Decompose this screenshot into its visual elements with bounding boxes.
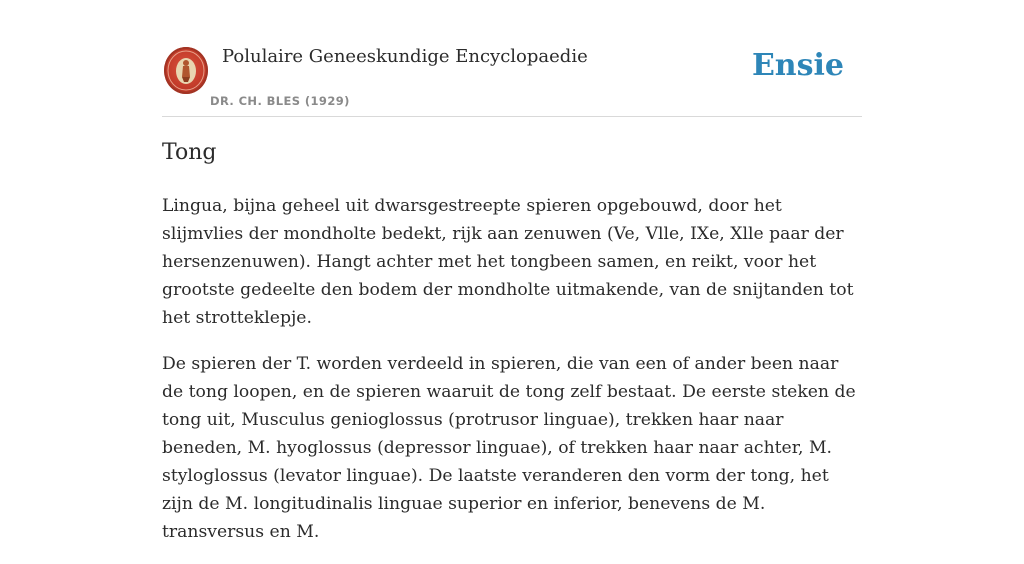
header — [162, 44, 862, 117]
ensie-brand-link[interactable]: Ensie — [751, 48, 844, 83]
book-title[interactable]: Polulaire Geneeskundige Encyclopaedie — [222, 46, 588, 67]
entry-paragraph: De spieren der T. worden verdeeld in spieren, die van een of ander been naar de tong loopen, en de spieren waaruit de tong zelf bestaat. De eerste steken de tong uit, Musculus genioglossus (protrusor linguae), trekken haar naar beneden, M. hyoglossus (depressor linguae), of trekken haar naar achter, M. styloglossus (levator linguae). De laatste veranderen den vorm der tong, het zijn de M. longitudinalis linguae superior en inferior, benevens de M. transversus en M. — [162, 354, 856, 542]
entry-paragraph: Lingua, bijna geheel uit dwarsgestreepte spieren opgebouwd, door het slijmvlies der mondholte bedekt, rijk aan zenuwen (Ve, Vlle, IXe, Xlle paar der hersenzenuwen). Hangt achter met het tongbeen samen, en reikt, voor het grootste gedeelte den bodem der mondholte uitmakende, van de snijtanden tot het strotteklepje. — [162, 196, 854, 328]
entry-body — [162, 192, 864, 564]
entry-title: Tong — [162, 140, 217, 165]
seal-figure-icon — [164, 47, 208, 94]
encyclopedia-seal-icon[interactable] — [164, 47, 208, 94]
book-author: DR. CH. BLES (1929) — [210, 94, 350, 108]
